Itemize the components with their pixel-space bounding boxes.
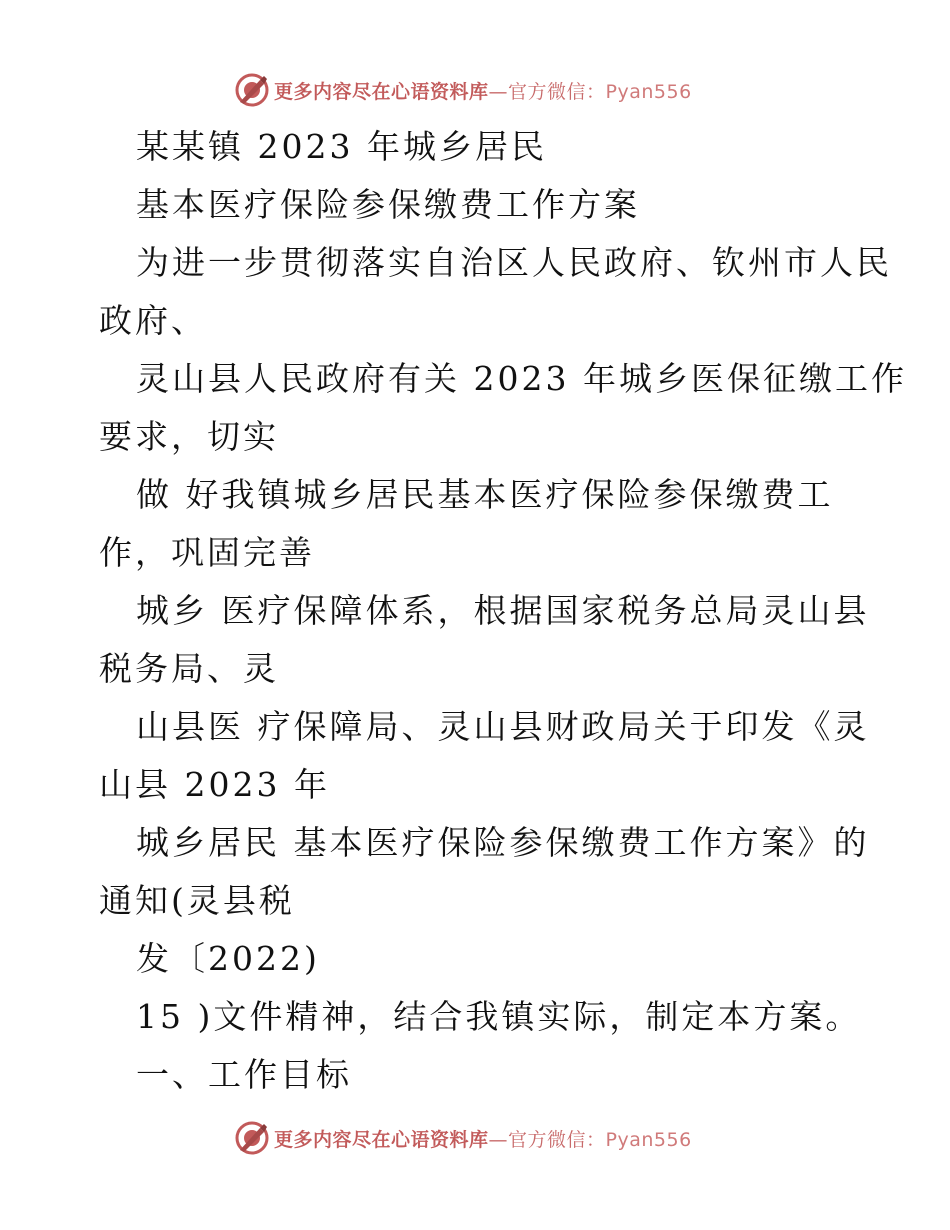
watermark-id: Pyan556 xyxy=(605,80,692,103)
watermark-separator: — xyxy=(488,1128,509,1151)
watermark-content xyxy=(234,70,692,110)
doc-line: 发〔2022) xyxy=(136,939,320,978)
watermark-text xyxy=(274,1125,692,1152)
watermark-main: 更多内容尽在心语资料库 xyxy=(274,80,489,103)
watermark-main: 更多内容尽在心语资料库 xyxy=(274,1128,489,1151)
watermark-id: Pyan556 xyxy=(605,1128,692,1151)
pen-logo-icon xyxy=(234,1120,270,1156)
doc-line: 政府、 xyxy=(99,301,207,340)
section-heading: 一、工作目标 xyxy=(136,1055,352,1094)
watermark-banner-bottom xyxy=(0,1118,950,1158)
watermark-label: 官方微信： xyxy=(508,1128,606,1151)
watermark-label: 官方微信： xyxy=(508,80,606,103)
doc-title-line-2: 基本医疗保险参保缴费工作方案 xyxy=(136,185,640,224)
doc-line: 要求，切实 xyxy=(99,417,279,456)
doc-line: 作，巩固完善 xyxy=(99,533,315,572)
doc-line: 15 )文件精神，结合我镇实际，制定本方案。 xyxy=(136,997,862,1036)
doc-line: 税务局、灵 xyxy=(99,649,279,688)
watermark-separator: — xyxy=(488,80,509,103)
doc-line: 为进一步贯彻落实自治区人民政府、钦州市人民 xyxy=(136,243,892,282)
doc-line: 山县 2023 年 xyxy=(99,765,330,804)
watermark-content xyxy=(234,1118,692,1158)
watermark-text xyxy=(274,77,692,104)
doc-line: 山县医 疗保障局、灵山县财政局关于印发《灵 xyxy=(136,707,870,746)
watermark-banner-top xyxy=(0,70,950,110)
doc-line: 城乡居民 基本医疗保险参保缴费工作方案》的 xyxy=(136,823,870,862)
pen-logo-icon xyxy=(234,72,270,108)
doc-title-line-1: 某某镇 2023 年城乡居民 xyxy=(136,127,547,166)
doc-line: 灵山县人民政府有关 2023 年城乡医保征缴工作 xyxy=(136,359,907,398)
doc-line: 做 好我镇城乡居民基本医疗保险参保缴费工 xyxy=(136,475,834,514)
doc-line: 通知(灵县税 xyxy=(99,881,295,920)
doc-line: 城乡 医疗保障体系，根据国家税务总局灵山县 xyxy=(136,591,870,630)
